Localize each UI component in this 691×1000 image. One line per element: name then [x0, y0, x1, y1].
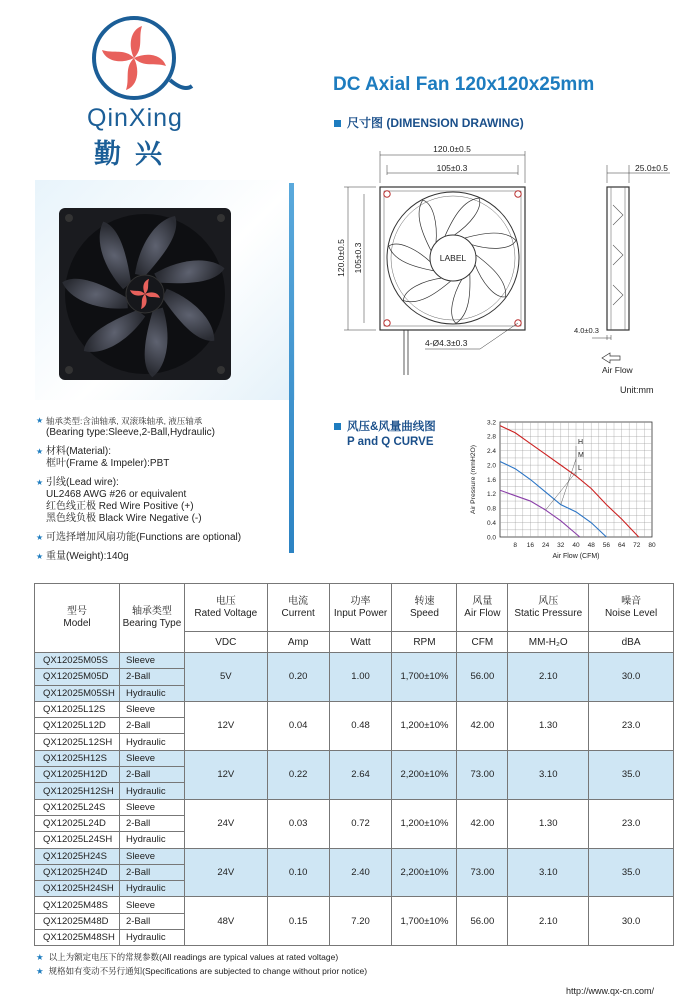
- column-header-cn: 风压: [538, 595, 559, 607]
- model-cell: QX12025H24S: [35, 848, 120, 864]
- column-header-en: Input Power: [333, 607, 388, 619]
- curve-heading: [334, 420, 436, 450]
- spec-functions-text: 可选择增加风扇功能(Functions are optional): [46, 532, 242, 543]
- airflow-cell: 56.00: [457, 653, 508, 702]
- pressure-cell: 2.10: [508, 897, 589, 946]
- fan-product-photo: [57, 206, 233, 382]
- column-header: [329, 584, 392, 632]
- y-tick-label: 0.4: [486, 519, 496, 527]
- bearing-cell: Sleeve: [119, 701, 184, 717]
- current-cell: 0.10: [267, 848, 329, 897]
- noise-cell: 35.0: [589, 750, 674, 799]
- unit-cell: CFM: [457, 632, 508, 653]
- column-header-cn: 风量: [472, 595, 493, 607]
- model-cell: QX12025H12D: [35, 767, 120, 783]
- column-header-en: Speed: [409, 607, 439, 619]
- model-cell: QX12025M48S: [35, 897, 120, 913]
- spec-functions: [36, 532, 286, 544]
- noise-cell: 30.0: [589, 653, 674, 702]
- y-tick-label: 2.4: [486, 448, 496, 456]
- current-cell: 0.04: [267, 701, 329, 750]
- unit-cell: Watt: [329, 632, 392, 653]
- spec-material-label: 材料(Material):: [46, 446, 112, 457]
- model-cell: QX12025M05D: [35, 669, 120, 685]
- x-tick-label: 24: [541, 542, 550, 549]
- column-header-cn: 轴承类型: [131, 606, 172, 617]
- y-tick-label: 2.0: [486, 462, 496, 470]
- spec-lead-label: 引线(Lead wire):: [46, 477, 119, 488]
- column-header-en: Static Pressure: [514, 607, 583, 619]
- voltage-cell: 48V: [184, 897, 267, 946]
- dim-height: 120.0±0.5: [336, 239, 346, 277]
- dim-hole-spacing: 105±0.3: [436, 163, 468, 173]
- table-row: [35, 799, 674, 815]
- spec-lead-wire: [36, 477, 286, 525]
- column-header-en: Noise Level: [604, 607, 658, 619]
- column-header-cn: 转速: [414, 595, 435, 607]
- dim-flange: 4.0±0.3: [574, 326, 599, 335]
- series-label: H: [578, 439, 584, 446]
- vertical-divider: [289, 183, 294, 553]
- dimension-drawing: [330, 135, 675, 385]
- model-cell: QX12025M48D: [35, 913, 120, 929]
- current-cell: 0.20: [267, 653, 329, 702]
- power-cell: 0.48: [329, 701, 392, 750]
- bearing-cell: Sleeve: [119, 897, 184, 913]
- bearing-cell: Hydraulic: [119, 881, 184, 897]
- speed-cell: 1,200±10%: [392, 799, 457, 848]
- table-row: [35, 848, 674, 864]
- model-cell: QX12025H24D: [35, 864, 120, 880]
- x-tick-label: 72: [633, 542, 641, 549]
- table-row: [35, 897, 674, 913]
- bearing-cell: Hydraulic: [119, 783, 184, 799]
- model-cell: QX12025L12SH: [35, 734, 120, 750]
- spec-bearing: [36, 415, 286, 439]
- bearing-cell: Sleeve: [119, 799, 184, 815]
- dim-depth: 25.0±0.5: [635, 163, 669, 173]
- column-header: [392, 584, 457, 632]
- y-tick-label: 0.0: [486, 534, 496, 542]
- x-tick-label: 40: [572, 542, 580, 549]
- unit-cell: MM-H₂O: [508, 632, 589, 653]
- pressure-cell: 3.10: [508, 848, 589, 897]
- x-tick-label: 80: [648, 542, 656, 549]
- bearing-cell: 2-Ball: [119, 864, 184, 880]
- power-cell: 1.00: [329, 653, 392, 702]
- star-bullet-icon: ★: [36, 533, 44, 542]
- star-bullet-icon: ★: [36, 447, 44, 456]
- power-cell: 7.20: [329, 897, 392, 946]
- x-tick-label: 56: [602, 542, 611, 549]
- model-cell: QX12025H24SH: [35, 881, 120, 897]
- bearing-cell: 2-Ball: [119, 815, 184, 831]
- noise-cell: 23.0: [589, 701, 674, 750]
- square-bullet-icon: [334, 120, 341, 127]
- column-header: [589, 584, 674, 632]
- speed-cell: 1,700±10%: [392, 897, 457, 946]
- y-tick-label: 1.2: [486, 491, 496, 499]
- x-axis-label: Air Flow (CFM): [552, 553, 600, 560]
- current-cell: 0.03: [267, 799, 329, 848]
- column-header-cn: 型号: [66, 606, 87, 617]
- star-bullet-icon: ★: [36, 552, 44, 561]
- bearing-cell: Sleeve: [119, 750, 184, 766]
- x-tick-label: 32: [557, 542, 565, 549]
- dimension-heading: [334, 114, 524, 131]
- unit-label: Unit:mm: [620, 385, 654, 395]
- voltage-cell: 24V: [184, 799, 267, 848]
- footnote-2-text: 规格如有变动不另行通知(Specifications are subjected to change without prior notice): [48, 966, 368, 976]
- model-cell: QX12025M05S: [35, 653, 120, 669]
- column-header-cn: 噪音: [621, 595, 642, 607]
- current-cell: 0.15: [267, 897, 329, 946]
- bearing-cell: 2-Ball: [119, 718, 184, 734]
- star-bullet-icon: ★: [36, 952, 44, 962]
- curve-heading-en: P and Q CURVE: [347, 436, 434, 448]
- pressure-cell: 3.10: [508, 750, 589, 799]
- footnote-2: [36, 965, 367, 977]
- y-tick-label: 2.8: [486, 433, 496, 441]
- unit-cell: dBA: [589, 632, 674, 653]
- pressure-cell: 1.30: [508, 701, 589, 750]
- dim-mount-holes: 4-Ø4.3±0.3: [425, 338, 468, 348]
- y-tick-label: 1.6: [486, 476, 496, 484]
- model-cell: QX12025L12S: [35, 701, 120, 717]
- bearing-cell: Hydraulic: [119, 734, 184, 750]
- x-tick-label: 8: [513, 542, 518, 549]
- column-header-en: Model: [63, 618, 91, 629]
- noise-cell: 23.0: [589, 799, 674, 848]
- column-header: [457, 584, 508, 632]
- website-url: http://www.qx-cn.com/: [566, 986, 655, 996]
- voltage-cell: 24V: [184, 848, 267, 897]
- qinxing-logo: [88, 14, 198, 106]
- y-tick-label: 0.8: [486, 505, 496, 513]
- y-axis-label: Air Pressure (mmH2O): [470, 444, 477, 515]
- spec-material-value: 框叶(Frame & Impeler):PBT: [46, 458, 170, 469]
- spec-bearing-cn: 轴承类型:含油轴承, 双滚珠轴承, 液压轴承: [46, 416, 203, 426]
- series-label: L: [578, 465, 582, 472]
- pressure-cell: 1.30: [508, 799, 589, 848]
- voltage-cell: 5V: [184, 653, 267, 702]
- model-cell: QX12025H12SH: [35, 783, 120, 799]
- footnote-1-text: 以上为额定电压下的常规参数(All readings are typical values at rated voltage): [48, 952, 339, 962]
- airflow-cell: 42.00: [457, 701, 508, 750]
- bearing-cell: 2-Ball: [119, 913, 184, 929]
- column-header: [119, 584, 184, 653]
- bearing-cell: Hydraulic: [119, 930, 184, 946]
- unit-cell: VDC: [184, 632, 267, 653]
- pq-curve-chart: [465, 414, 665, 566]
- column-header-en: Bearing Type: [122, 618, 182, 629]
- column-header-en: Rated Voltage: [194, 607, 258, 619]
- power-cell: 2.40: [329, 848, 392, 897]
- noise-cell: 30.0: [589, 897, 674, 946]
- column-header: [267, 584, 329, 632]
- speed-cell: 2,200±10%: [392, 750, 457, 799]
- speed-cell: 1,200±10%: [392, 701, 457, 750]
- spec-lead-red: 红色线正极 Red Wire Positive (+): [46, 501, 194, 512]
- star-bullet-icon: ★: [36, 966, 44, 976]
- star-bullet-icon: ★: [36, 416, 44, 425]
- unit-cell: RPM: [392, 632, 457, 653]
- series-label: M: [578, 452, 584, 459]
- current-cell: 0.22: [267, 750, 329, 799]
- model-cell: QX12025H12S: [35, 750, 120, 766]
- brand-name: QinXing: [87, 104, 183, 132]
- model-cell: QX12025M48SH: [35, 930, 120, 946]
- bearing-cell: 2-Ball: [119, 669, 184, 685]
- airflow-label: Air Flow: [602, 365, 633, 375]
- model-cell: QX12025L12D: [35, 718, 120, 734]
- column-header: [184, 584, 267, 632]
- column-header-cn: 电流: [288, 595, 309, 607]
- model-cell: QX12025L24S: [35, 799, 120, 815]
- airflow-cell: 73.00: [457, 750, 508, 799]
- bearing-cell: 2-Ball: [119, 767, 184, 783]
- power-cell: 0.72: [329, 799, 392, 848]
- bearing-cell: Hydraulic: [119, 685, 184, 701]
- airflow-cell: 42.00: [457, 799, 508, 848]
- y-tick-label: 3.2: [486, 419, 496, 427]
- column-header-en: Current: [281, 607, 315, 619]
- speed-cell: 2,200±10%: [392, 848, 457, 897]
- table-row: [35, 653, 674, 669]
- x-tick-label: 16: [526, 542, 535, 549]
- star-bullet-icon: ★: [36, 478, 44, 487]
- arrow-left-icon: [602, 353, 620, 363]
- model-cell: QX12025L24SH: [35, 832, 120, 848]
- speed-cell: 1,700±10%: [392, 653, 457, 702]
- spec-weight: [36, 551, 286, 563]
- column-header-cn: 功率: [350, 595, 371, 607]
- unit-cell: Amp: [267, 632, 329, 653]
- x-tick-label: 48: [587, 542, 595, 549]
- dimension-heading-cn: 尺寸图: [347, 116, 384, 130]
- bearing-cell: Hydraulic: [119, 832, 184, 848]
- spec-lead-black: 黑色线负极 Black Wire Negative (-): [46, 513, 202, 524]
- column-header: [508, 584, 589, 632]
- bearing-cell: Sleeve: [119, 653, 184, 669]
- table-row: [35, 750, 674, 766]
- footnote-1: [36, 951, 338, 963]
- column-header-en: Air Flow: [464, 607, 501, 619]
- airflow-cell: 56.00: [457, 897, 508, 946]
- dim-hole-spacing-v: 105±0.3: [353, 242, 363, 274]
- model-cell: QX12025M05SH: [35, 685, 120, 701]
- dimension-heading-en: (DIMENSION DRAWING): [386, 116, 524, 130]
- column-header: [35, 584, 120, 653]
- voltage-cell: 12V: [184, 750, 267, 799]
- spec-table: [34, 583, 674, 946]
- column-header-cn: 电压: [215, 595, 236, 607]
- fan-label-text: LABEL: [439, 253, 467, 263]
- spec-lead-awg: UL2468 AWG #26 or equivalent: [46, 489, 187, 500]
- voltage-cell: 12V: [184, 701, 267, 750]
- curve-heading-cn: 风压&风量曲线图: [347, 421, 436, 433]
- brand-name-cn: 勤兴: [94, 139, 176, 170]
- spec-bearing-en: (Bearing type:Sleeve,2-Ball,Hydraulic): [46, 427, 215, 438]
- model-cell: QX12025L24D: [35, 815, 120, 831]
- x-tick-label: 64: [617, 542, 626, 549]
- spec-list: [36, 415, 286, 570]
- spec-material: [36, 446, 286, 470]
- pressure-cell: 2.10: [508, 653, 589, 702]
- square-bullet-icon: [334, 423, 341, 430]
- spec-weight-text: 重量(Weight):140g: [46, 551, 129, 562]
- noise-cell: 35.0: [589, 848, 674, 897]
- table-row: [35, 701, 674, 717]
- page-title: DC Axial Fan 120x120x25mm: [333, 74, 595, 95]
- bearing-cell: Sleeve: [119, 848, 184, 864]
- power-cell: 2.64: [329, 750, 392, 799]
- dim-width: 120.0±0.5: [433, 144, 471, 154]
- airflow-cell: 73.00: [457, 848, 508, 897]
